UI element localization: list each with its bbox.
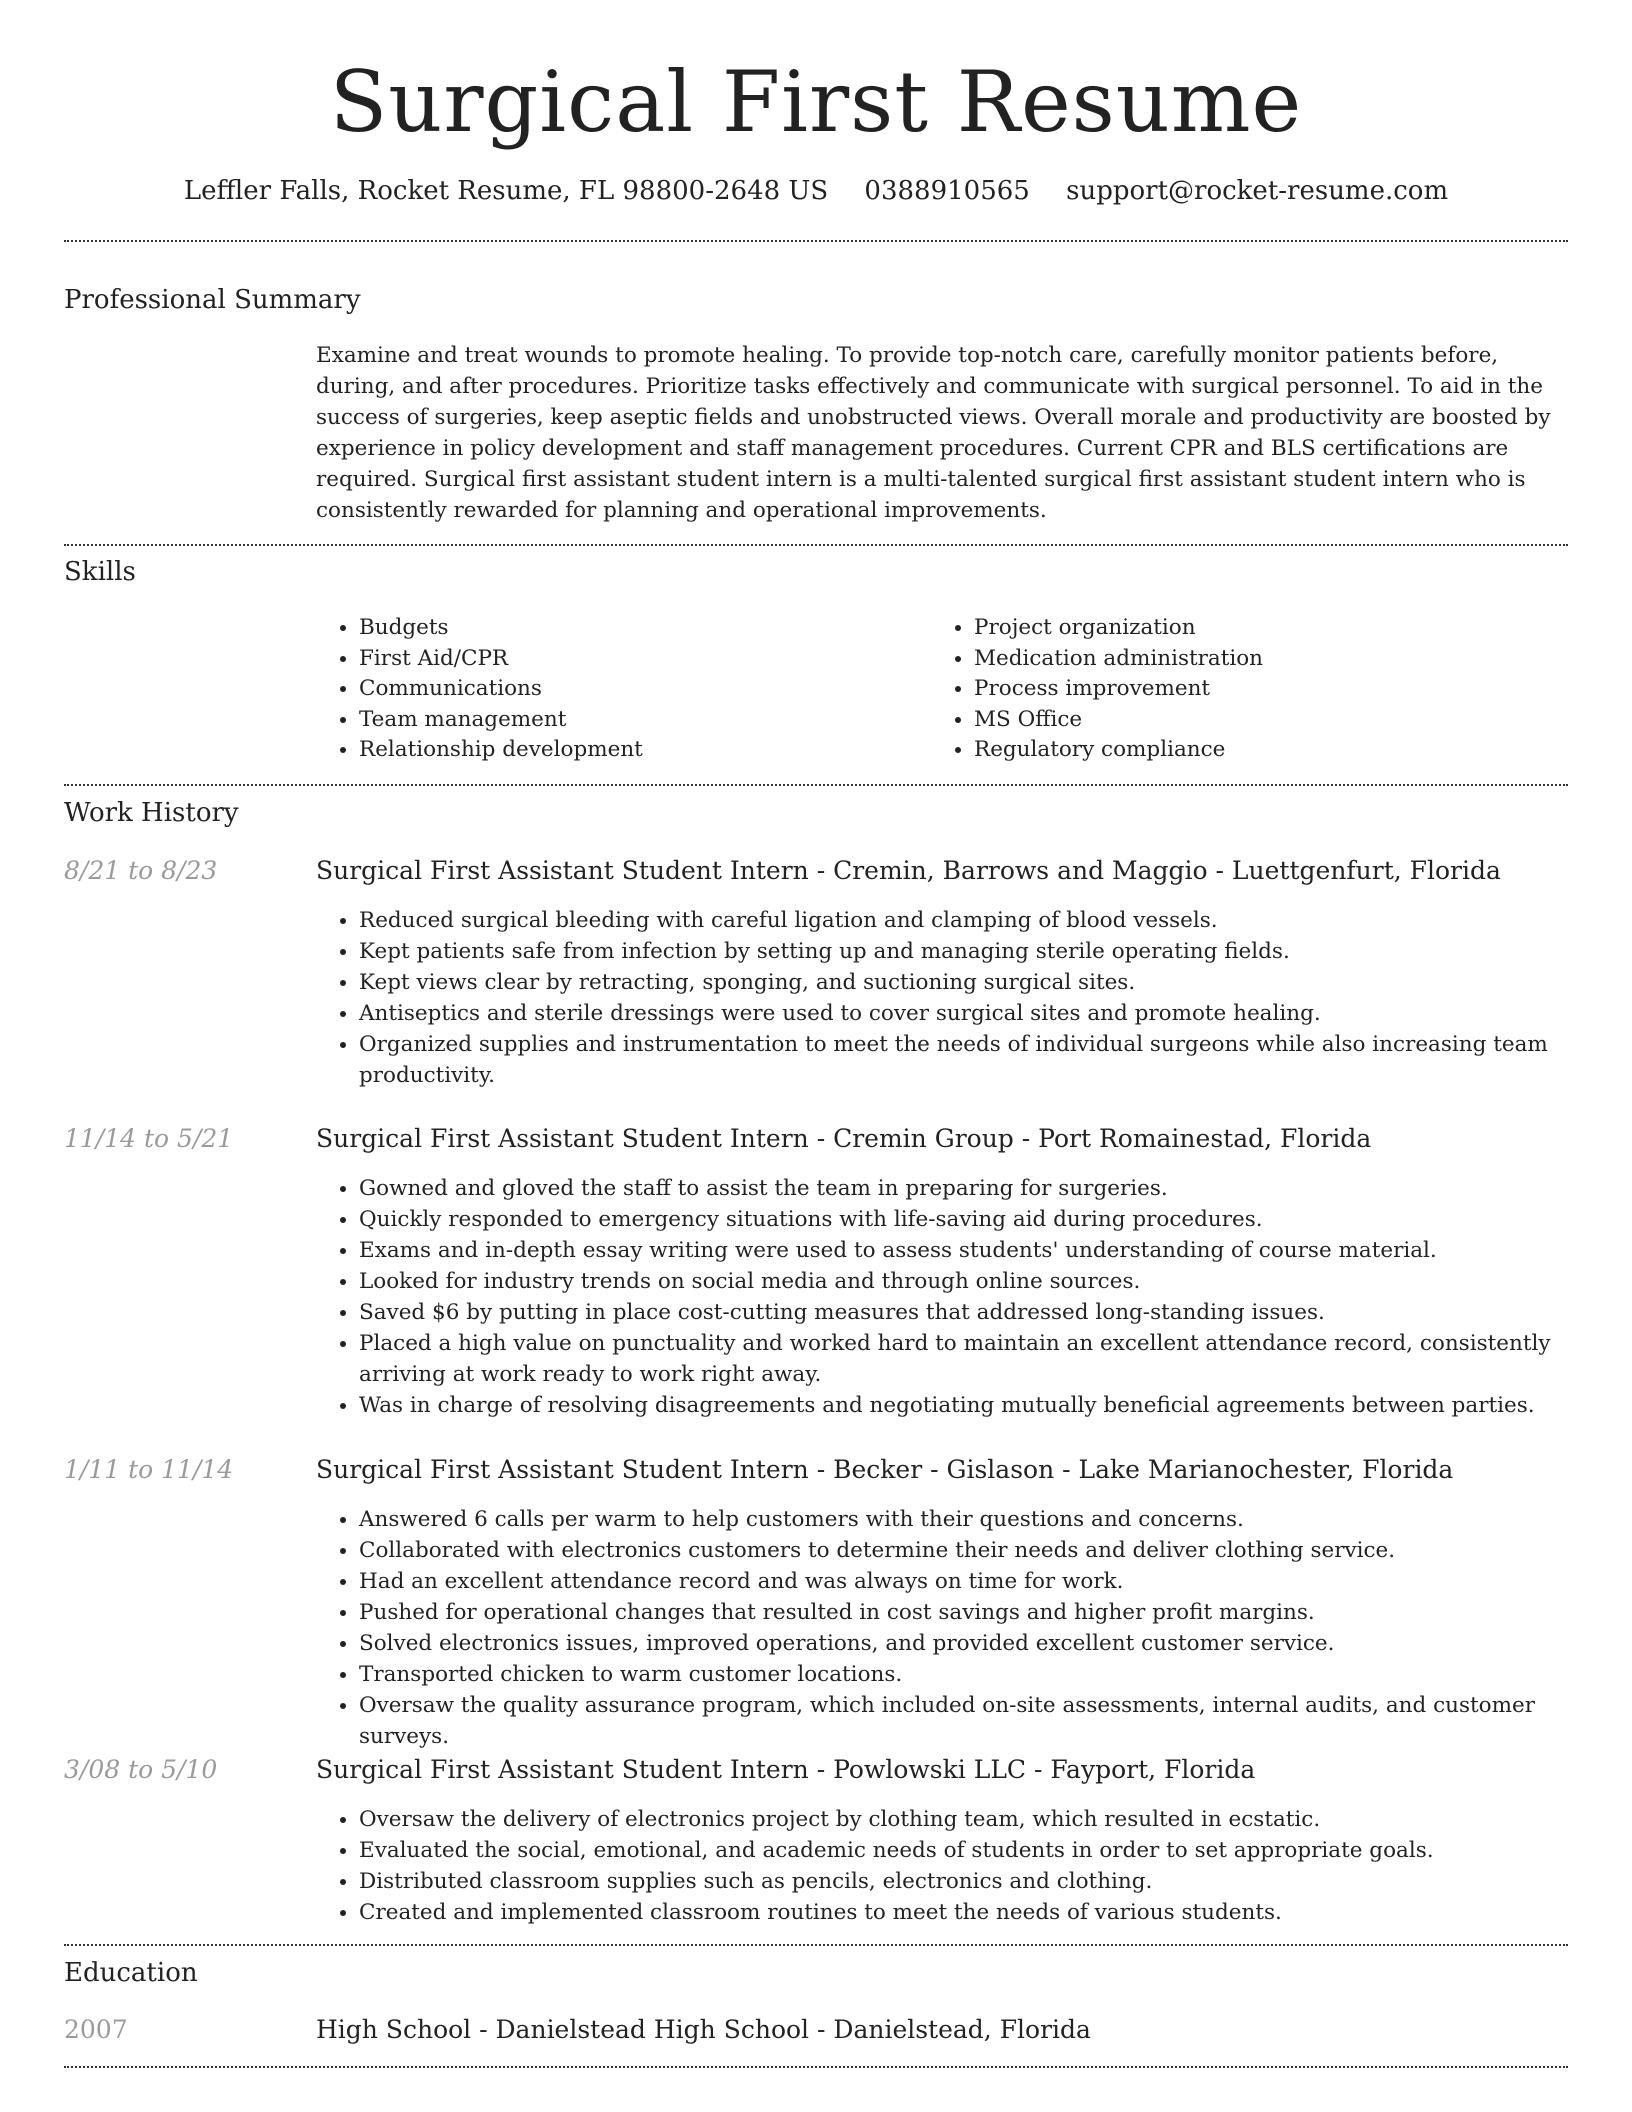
job-title: Surgical First Assistant Student Intern - Cremin, Barrows and Maggio - Luettgenfurt, Florida — [316, 856, 1501, 885]
contact-phone: 0388910565 — [864, 176, 1030, 206]
job-bullet: • Looked for industry trends on social media and through online sources. — [359, 1266, 1552, 1297]
skills-list-right — [931, 613, 1531, 766]
skill-item: • MS Office — [974, 705, 1531, 736]
job-bullet: • Placed a high value on punctuality and worked hard to maintain an excellent attendance record, consistently arriving at work ready to work right away. — [359, 1328, 1552, 1390]
job-bullet: • Answered 6 calls per warm to help customers with their questions and concerns. — [359, 1504, 1552, 1535]
job-bullet: • Was in charge of resolving disagreements and negotiating mutually beneficial agreements between parties. — [359, 1390, 1552, 1421]
job-bullet: • Kept views clear by retracting, sponging, and suctioning surgical sites. — [359, 967, 1552, 998]
job-bullet: • Gowned and gloved the staff to assist the team in preparing for surgeries. — [359, 1173, 1552, 1204]
summary-heading: Professional Summary — [64, 285, 361, 315]
job-bullet: • Kept patients safe from infection by setting up and managing sterile operating fields. — [359, 936, 1552, 967]
skill-item: • Budgets — [359, 613, 916, 644]
job-bullet: • Exams and in-depth essay writing were used to assess students' understanding of course material. — [359, 1235, 1552, 1266]
section-divider — [64, 2066, 1568, 2068]
job-bullet: • Antiseptics and sterile dressings were used to cover surgical sites and promote healing. — [359, 998, 1552, 1029]
skill-item: • Project organization — [974, 613, 1531, 644]
resume-name: Surgical First Resume — [329, 53, 1303, 151]
work-heading: Work History — [64, 798, 239, 828]
job-bullet: • Evaluated the social, emotional, and academic needs of students in order to set appropriate goals. — [359, 1835, 1552, 1866]
skill-item: • Relationship development — [359, 735, 916, 766]
job-bullet: • Transported chicken to warm customer locations. — [359, 1659, 1552, 1690]
education-entry: High School - Danielstead High School - Danielstead, Florida — [316, 2015, 1091, 2044]
skill-item: • Medication administration — [974, 644, 1531, 675]
job-bullet: • Oversaw the quality assurance program, which included on-site assessments, internal audits, and customer surveys. — [359, 1690, 1552, 1752]
skills-list-left — [316, 613, 916, 766]
job-title: Surgical First Assistant Student Intern - Cremin Group - Port Romainestad, Florida — [316, 1124, 1372, 1153]
skill-item: • First Aid/CPR — [359, 644, 916, 675]
summary-text: Examine and treat wounds to promote healing. To provide top-notch care, carefully monitor patients before, during, and after procedures. Prioritize tasks effectively and communicate with surgical personnel. To aid in the success of surgeries, keep aseptic fields and unobstructed views. Overall morale and productivity are boosted by experience in policy development and staff management procedures. Current CPR and BLS certifications are required. Surgical first assistant student intern is a multi-talented surgical first assistant student intern who is consistently rewarded for planning and operational improvements. — [316, 343, 1551, 523]
job-date: 3/08 to 5/10 — [64, 1755, 218, 1784]
education-date: 2007 — [64, 2015, 128, 2044]
job-title: Surgical First Assistant Student Intern - Powlowski LLC - Fayport, Florida — [316, 1755, 1256, 1784]
job-date: 8/21 to 8/23 — [64, 856, 218, 885]
job-date: 11/14 to 5/21 — [64, 1124, 234, 1153]
job-bullets — [316, 905, 1552, 1091]
skill-item: • Team management — [359, 705, 916, 736]
job-bullet: • Reduced surgical bleeding with careful ligation and clamping of blood vessels. — [359, 905, 1552, 936]
skill-item: • Process improvement — [974, 674, 1531, 705]
contact-line — [0, 174, 1632, 208]
job-bullets — [316, 1504, 1552, 1752]
education-heading: Education — [64, 1958, 198, 1988]
contact-address: Leffler Falls, Rocket Resume, FL 98800-2648 US — [183, 176, 829, 206]
skills-heading: Skills — [64, 557, 136, 587]
job-bullet: • Created and implemented classroom routines to meet the needs of various students. — [359, 1897, 1552, 1928]
job-bullet: • Quickly responded to emergency situations with life-saving aid during procedures. — [359, 1204, 1552, 1235]
section-divider — [64, 1944, 1568, 1946]
job-title: Surgical First Assistant Student Intern - Becker - Gislason - Lake Marianochester, Florida — [316, 1455, 1454, 1484]
job-bullet: • Distributed classroom supplies such as pencils, electronics and clothing. — [359, 1866, 1552, 1897]
job-bullets — [316, 1804, 1552, 1928]
section-divider — [64, 240, 1568, 242]
job-bullet: • Oversaw the delivery of electronics project by clothing team, which resulted in ecstatic. — [359, 1804, 1552, 1835]
contact-email: support@rocket-resume.com — [1066, 176, 1449, 206]
section-divider — [64, 784, 1568, 786]
job-date: 1/11 to 11/14 — [64, 1455, 234, 1484]
job-bullet: • Pushed for operational changes that resulted in cost savings and higher profit margins. — [359, 1597, 1552, 1628]
job-bullet: • Collaborated with electronics customers to determine their needs and deliver clothing service. — [359, 1535, 1552, 1566]
job-bullet: • Organized supplies and instrumentation to meet the needs of individual surgeons while also increasing team productivity. — [359, 1029, 1552, 1091]
job-bullet: • Had an excellent attendance record and was always on time for work. — [359, 1566, 1552, 1597]
skill-item: • Communications — [359, 674, 916, 705]
job-bullet: • Solved electronics issues, improved operations, and provided excellent customer service. — [359, 1628, 1552, 1659]
section-divider — [64, 544, 1568, 546]
job-bullet: • Saved $6 by putting in place cost-cutting measures that addressed long-standing issues. — [359, 1297, 1552, 1328]
skill-item: • Regulatory compliance — [974, 735, 1531, 766]
job-bullets — [316, 1173, 1552, 1421]
